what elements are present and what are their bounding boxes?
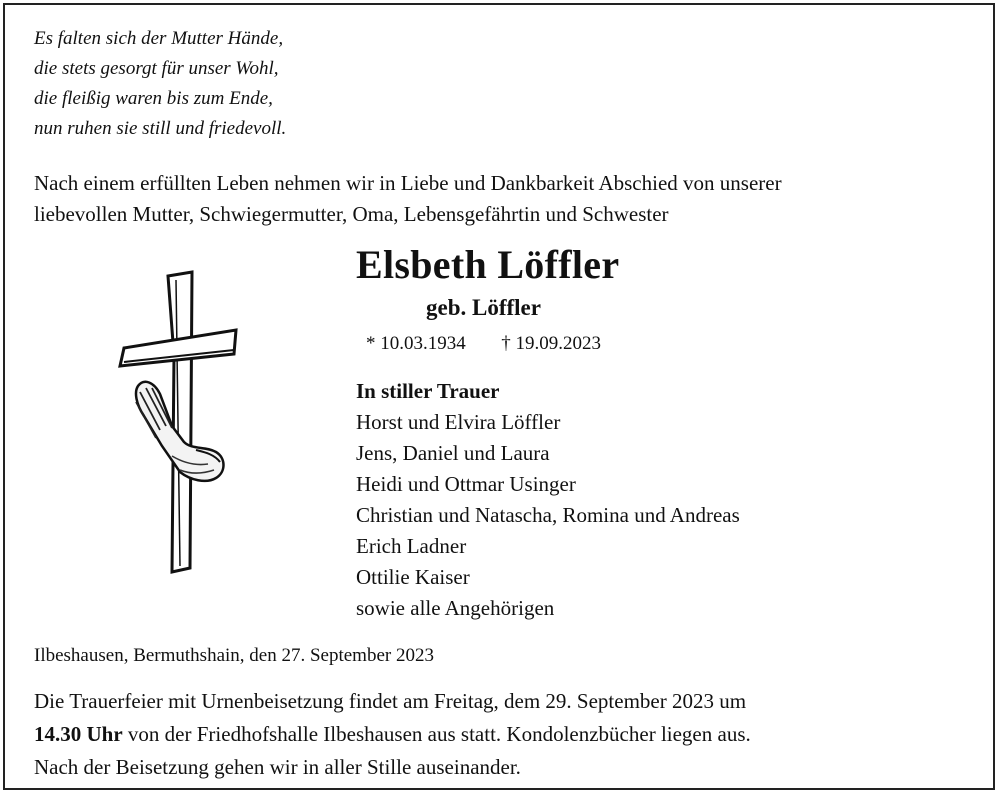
death-date: † 19.09.2023 xyxy=(501,333,601,354)
mourners-heading: In stiller Trauer xyxy=(356,379,500,403)
mourner-line: sowie alle Angehörigen xyxy=(356,596,555,620)
mourner-line: Heidi und Ottmar Usinger xyxy=(356,472,576,496)
poem-line: die fleißig waren bis zum Ende, xyxy=(34,88,273,109)
intro-text xyxy=(34,168,782,230)
notice-line: Nach der Beisetzung gehen wir in aller Stille auseinander. xyxy=(34,755,521,779)
poem-line: Es falten sich der Mutter Hände, xyxy=(34,28,284,49)
mourner-line: Erich Ladner xyxy=(356,534,467,558)
notice-line-rest: von der Friedhofshalle Ilbeshausen aus statt. Kondolenzbücher liegen aus. xyxy=(122,722,751,746)
deceased-name: Elsbeth Löffler xyxy=(356,242,620,287)
poem xyxy=(34,24,286,144)
intro-line: Nach einem erfüllten Leben nehmen wir in Liebe und Dankbarkeit Abschied von unserer xyxy=(34,171,782,195)
funeral-notice xyxy=(34,685,751,784)
poem-line: nun ruhen sie still und friedevoll. xyxy=(34,118,287,139)
notice-line: Die Trauerfeier mit Urnenbeisetzung findet am Freitag, dem 29. September 2023 um xyxy=(34,689,747,713)
service-time: 14.30 Uhr xyxy=(34,722,123,746)
mourner-line: Ottilie Kaiser xyxy=(356,565,470,589)
mourners-block xyxy=(356,376,740,624)
mourner-line: Jens, Daniel und Laura xyxy=(356,441,550,465)
life-dates xyxy=(366,333,601,355)
birth-date: * 10.03.1934 xyxy=(366,333,466,354)
mourner-line: Christian und Natascha, Romina und Andreas xyxy=(356,503,740,527)
intro-line: liebevollen Mutter, Schwiegermutter, Oma, Lebensgefährtin und Schwester xyxy=(34,202,669,226)
notice-line xyxy=(34,718,751,751)
maiden-name: geb. Löffler xyxy=(426,295,541,320)
place-date: Ilbeshausen, Bermuthshain, den 27. September 2023 xyxy=(34,645,434,666)
poem-line: die stets gesorgt für unser Wohl, xyxy=(34,58,279,79)
cross-with-praying-hands-icon xyxy=(110,266,250,576)
mourner-line: Horst und Elvira Löffler xyxy=(356,410,561,434)
